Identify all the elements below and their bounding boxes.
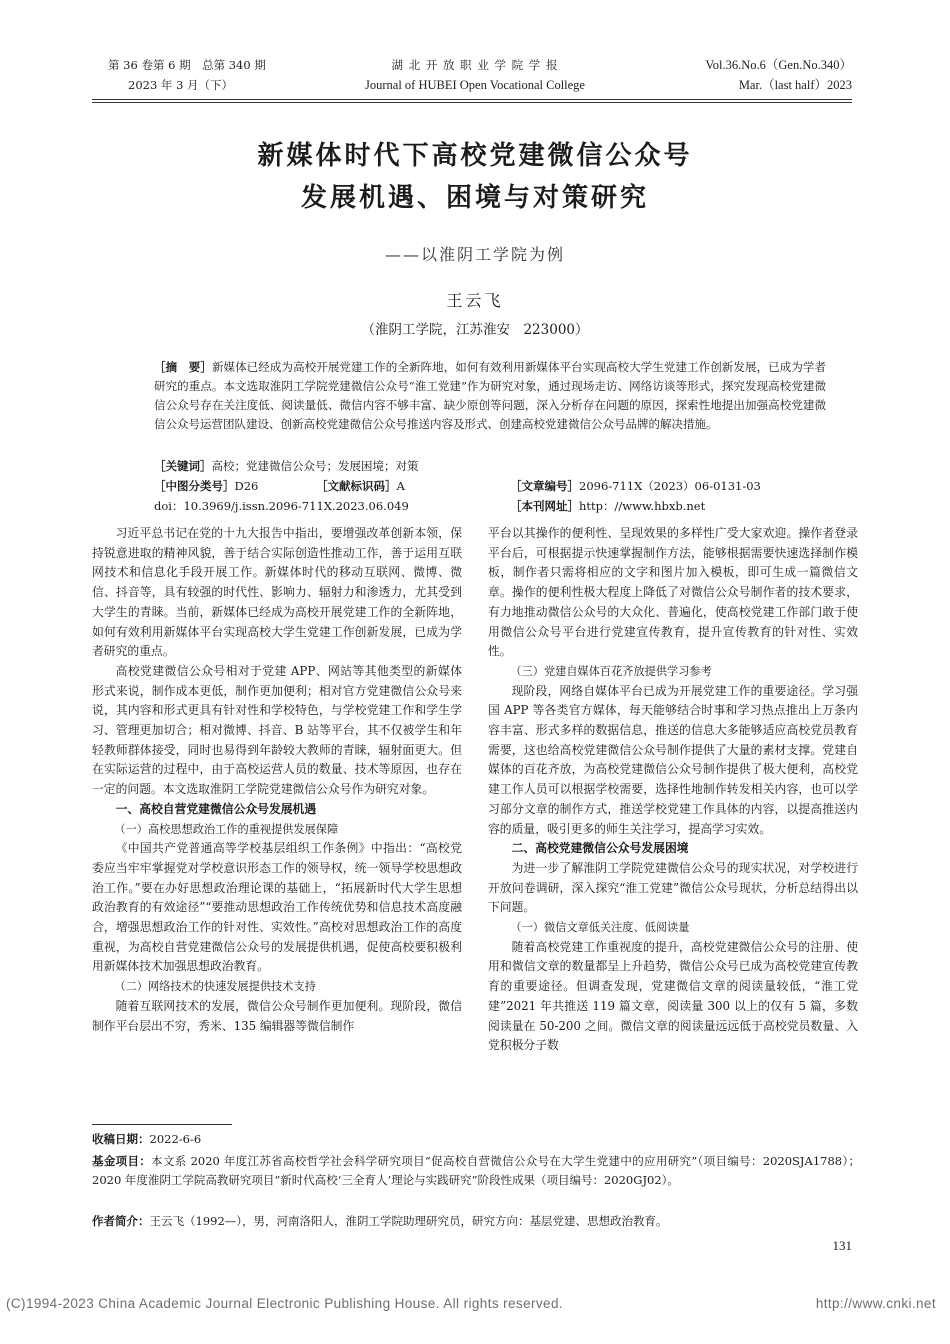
author-affiliation: （淮阴工学院，江苏淮安 223000）	[361, 322, 589, 338]
paragraph: 习近平总书记在党的十九大报告中指出，要增强改革创新本领，保持锐意进取的精神风貌，善于结合实际创造性推动工作，善于运用互联网技术和信息化手段开展工作。新媒体时代的移动互联网、微博、微信、抖音等，具有较强的时代性、影响力、辐射力和渗透力，尤其受到大学生的青睐。当前，新媒体已经成为高校开展党建工作的全新阵地，如何有效利用新媒体平台实现高校大学生党建工作创新发展，已成为学者研究的重点。	[92, 526, 462, 659]
classification-label: ［中图分类号］	[154, 479, 235, 493]
article-title-line1: 新媒体时代下高校党建微信公众号	[257, 141, 693, 171]
footnote-received	[92, 1130, 860, 1149]
abstract-label: ［摘 要］	[154, 360, 212, 374]
header-journal-en: Journal of HUBEI Open Vocational College	[365, 78, 585, 92]
author-name: 王云飞	[446, 291, 504, 310]
header-rule-2	[92, 102, 852, 103]
section-heading: 一、高校自营党建微信公众号发展机遇	[115, 801, 317, 816]
right-column	[488, 524, 858, 1056]
article-id	[510, 476, 761, 496]
section-heading: 二、高校党建微信公众号发展困境	[511, 841, 689, 856]
website-label: ［本刊网址］	[510, 499, 579, 513]
website-url[interactable]: http：//www.hbxb.net	[579, 499, 706, 513]
paragraph: 为进一步了解淮阴工学院党建微信公众号的现实状况，对学校进行开放问卷调研，深入探究“淮工党建”微信公众号现状，分析总结得出以下问题。	[488, 860, 858, 915]
author-bio-text: 王云飞（1992—），男，河南洛阳人，淮阴工学院助理研究员，研究方向：基层党建、思想政治教育。	[149, 1214, 668, 1228]
subsection-heading: （一）高校思想政治工作的重视提供发展保障	[114, 822, 339, 836]
footnote-author	[92, 1212, 860, 1231]
paragraph: 随着互联网技术的发展，微信公众号制作更加便利。现阶段，微信制作平台层出不穷，秀米、135 编辑器等微信制作	[92, 998, 462, 1033]
subsection-heading: （二）网络技术的快速发展提供技术支持	[114, 980, 316, 994]
document-code-value: A	[396, 479, 405, 493]
keywords	[154, 456, 419, 476]
header-rule	[92, 99, 852, 100]
paragraph: 高校党建微信公众号相对于党建 APP、网站等其他类型的新媒体形式来说，制作成本更低，制作更加便利；相对官方党建微信公众号来说，其内容和形式更具有针对性和学校特色，与学校党建工作和学生学习、管理更加切合；相对微博、抖音、B 站等平台，其不仅被学生和年轻教师群体接受，同时也易得到年龄较大教师的青睐，辐射面更大。但在实际运营的过程中，由于高校运营人员的数量、技术等原因，也存在一定的问题。本文选取淮阴工学院党建微信公众号作为研究对象。	[92, 663, 462, 797]
header-vol-en: Vol.36.No.6（Gen.No.340）	[705, 58, 852, 72]
keywords-text: 高校；党建微信公众号；发展困境；对策	[211, 459, 419, 473]
fund-text: 本文系 2020 年度江苏省高校哲学社会科学研究项目“促高校自营微信公众号在大学生党建中的应用研究”（项目编号：2020SJA1788）；2020 年度淮阴工学院高教研究项目“新时代高校‘三全育人’理论与实践研究”阶段性成果（项目编号：2020GJ02）。	[92, 1154, 861, 1187]
paragraph: 《中国共产党普通高等学校基层组织工作条例》中指出：“高校党委应当牢牢掌握党对学校意识形态工作的领导权，统一领导学校思想政治工作。”要在办好思想政治理论课的基础上，“拓展新时代大学生思想政治教育的有效途径”“要推动思想政治工作传统优势和信息技术高度融合，增强思想政治工作的针对性、实效性。”高校对思想政治工作的高度重视，为高校自营党建微信公众号的发展提供机遇，促使高校要积极利用新媒体技术加强思想政治教育。	[92, 841, 462, 974]
footnote-fund	[92, 1152, 860, 1190]
header-journal-cn: 湖 北 开 放 职 业 学 院 学 报	[391, 58, 559, 72]
document-code-label: ［文献标识码］	[316, 479, 397, 493]
cnki-url-watermark[interactable]: http://www.cnki.net	[815, 1296, 936, 1311]
abstract-text: 新媒体已经成为高校开展党建工作的全新阵地，如何有效利用新媒体平台实现高校大学生党建工作创新发展，已成为学者研究的重点。本文选取淮阴工学院党建微信公众号“淮工党建”作为研究对象，通过现场走访、网络访谈等形式，探究发现高校党建微信公众号存在关注度低、阅读量低、微信内容不够丰富、缺少原创等问题，深入分析存在问题的原因，探索性地提出加强高校党建微信公众号运营团队建设、创新高校党建微信公众号推送内容及形式、创建高校党建微信公众号品牌的解决措施。	[154, 360, 827, 431]
footnote-divider	[92, 1124, 232, 1125]
left-column	[92, 524, 462, 1036]
fund-label: 基金项目：	[92, 1154, 152, 1168]
received-label: 收稿日期：	[92, 1132, 150, 1146]
article-title-line2: 发展机遇、困境与对策研究	[300, 183, 649, 213]
abstract	[154, 358, 826, 434]
article-id-value: 2096-711X（2023）06-0131-03	[579, 479, 761, 493]
received-date: 2022-6-6	[149, 1132, 202, 1146]
classification	[154, 476, 258, 496]
doi[interactable]: doi：10.3969/j.issn.2096-711X.2023.06.049	[154, 499, 409, 513]
journal-website	[510, 496, 705, 516]
paragraph: 现阶段，网络自媒体平台已成为开展党建工作的重要途径。学习强国 APP 等各类官方媒体，每天能够结合时事和学习热点推出上万条内容丰富、形式多样的数据信息，推送的信息大多能够适应高校党员教育需要，这也给高校党建微信公众号制作提供了大量的素材支撑。党建自媒体的百花齐放，为高校党建微信公众号制作提供了极大便利，高校党建工作人员可以根据学校需要，选择性地制作转发相关内容，也可以学习部分文章的制作方式，推送学校党建工作具体的内容，以提高推送内容的质量，吸引更多的师生关注学习，提高学习实效。	[488, 683, 858, 836]
classification-value: D26	[234, 479, 259, 493]
paragraph: 平台以其操作的便利性、呈现效果的多样性广受大家欢迎。操作者登录平台后，可根据提示快速掌握制作方法，能够根据需要快速选择制作模板，制作者只需将相应的文字和图片加入模板，即可生成一篇微信文章。操作的便利性极大程度上降低了对微信公众号制作者的技术要求，有力地推动微信公众号的大众化、普遍化，使高校党建工作部门敢于使用微信公众号平台进行党建宣传教育，提升宣传教育的针对性、实效性。	[488, 526, 858, 659]
author-bio-label: 作者简介：	[92, 1214, 150, 1228]
header-date: 2023 年 3 月（下）	[128, 78, 234, 92]
page-number: 131	[832, 1238, 852, 1253]
subsection-heading: （一）微信文章低关注度、低阅读量	[510, 921, 690, 935]
article-id-label: ［文章编号］	[510, 479, 579, 493]
copyright-watermark: (C)1994-2023 China Academic Journal Electronic Publishing House. All rights reserved.	[6, 1296, 564, 1311]
subsection-heading: （三）党建自媒体百花齐放提供学习参考	[510, 664, 712, 678]
keywords-label: ［关键词］	[154, 459, 212, 473]
document-code	[316, 476, 405, 496]
header-volume-issue: 第 36 卷第 6 期 总第 340 期	[108, 58, 266, 72]
paragraph: 随着高校党建工作重视度的提升，高校党建微信公众号的注册、使用和微信文章的数量都呈上升趋势，微信公众号已成为高校党建宣传教育的重要途径。但调查发现，党建微信文章的阅读量较低，“淮工党建”2021 年共推送 119 篇文章，阅读量 300 以上的仅有 5 篇，多数阅读量在 50-200 之间。微信文章的阅读量远远低于高校党员数量、入党积极分子数	[488, 939, 858, 1053]
header-date-en: Mar.（last half）2023	[738, 78, 852, 92]
article-subtitle: ——以淮阴工学院为例	[384, 245, 565, 264]
